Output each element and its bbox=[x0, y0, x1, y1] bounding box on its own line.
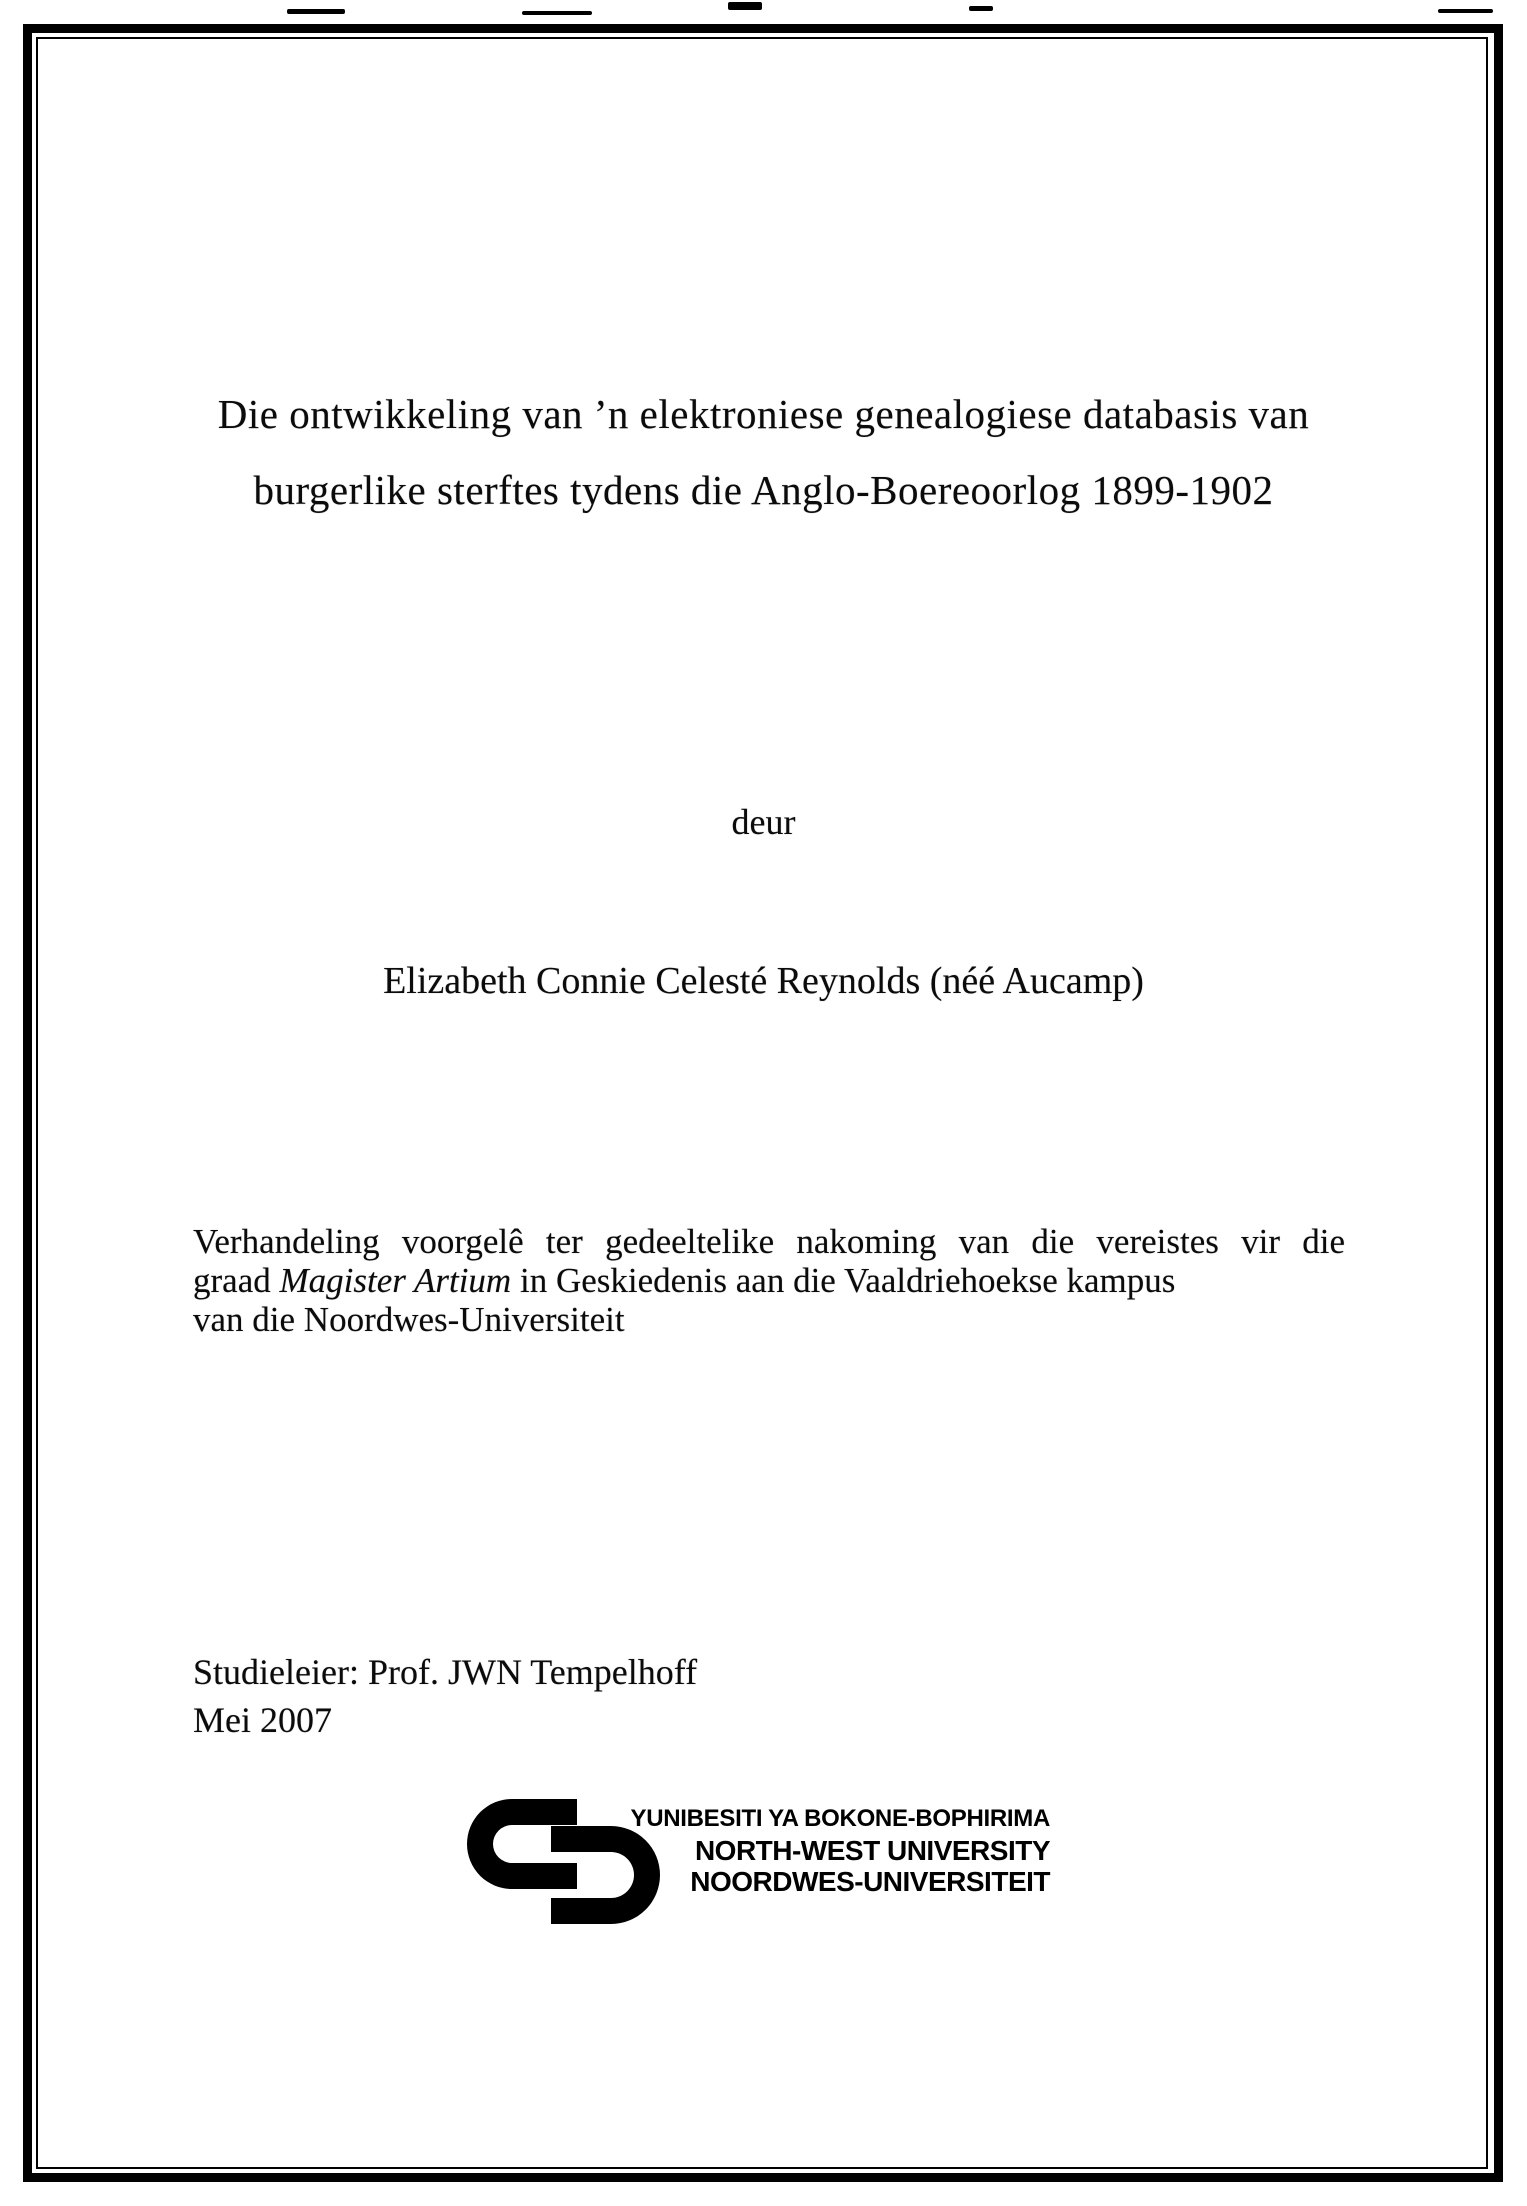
scan-artifact bbox=[969, 6, 993, 11]
degree-statement-line1: Verhandeling voorgelê ter gedeeltelike nakoming van die vereistes vir die bbox=[193, 1222, 1345, 1261]
university-name-english: NORTH-WEST UNIVERSITY bbox=[694, 1835, 1050, 1866]
university-wordmark bbox=[590, 1802, 1050, 1897]
degree-statement bbox=[193, 1222, 1345, 1339]
scan-artifact bbox=[1438, 9, 1493, 13]
date-line: Mei 2007 bbox=[193, 1700, 332, 1740]
thesis-title bbox=[0, 376, 1527, 528]
scan-artifact bbox=[522, 11, 592, 15]
thesis-title-line2: burgerlike sterftes tydens die Anglo-Boereoorlog 1899-1902 bbox=[253, 467, 1274, 513]
university-name-afrikaans: NOORDWES-UNIVERSITEIT bbox=[690, 1866, 1050, 1897]
university-name-setswana: YUNIBESITI YA BOKONE-BOPHIRIMA bbox=[630, 1805, 1050, 1832]
degree-statement-line3: van die Noordwes-Universiteit bbox=[193, 1300, 625, 1339]
thesis-title-line1: Die ontwikkeling van ’n elektroniese genealogiese databasis van bbox=[217, 391, 1310, 437]
author-name: Elizabeth Connie Celesté Reynolds (néé Aucamp) bbox=[383, 960, 1144, 1002]
degree-name-italic: Magister Artium bbox=[279, 1261, 512, 1300]
degree-statement-line2 bbox=[193, 1261, 1345, 1300]
scan-artifact bbox=[287, 9, 345, 14]
degree-statement-line2-pre: graad bbox=[193, 1261, 280, 1300]
scan-artifact bbox=[728, 2, 762, 10]
supervisor-line: Studieleier: Prof. JWN Tempelhoff bbox=[193, 1652, 698, 1692]
byline: deur bbox=[731, 802, 796, 842]
credits-block bbox=[193, 1648, 697, 1744]
degree-statement-line2-post: in Geskiedenis aan die Vaaldriehoekse kampus bbox=[511, 1261, 1176, 1300]
